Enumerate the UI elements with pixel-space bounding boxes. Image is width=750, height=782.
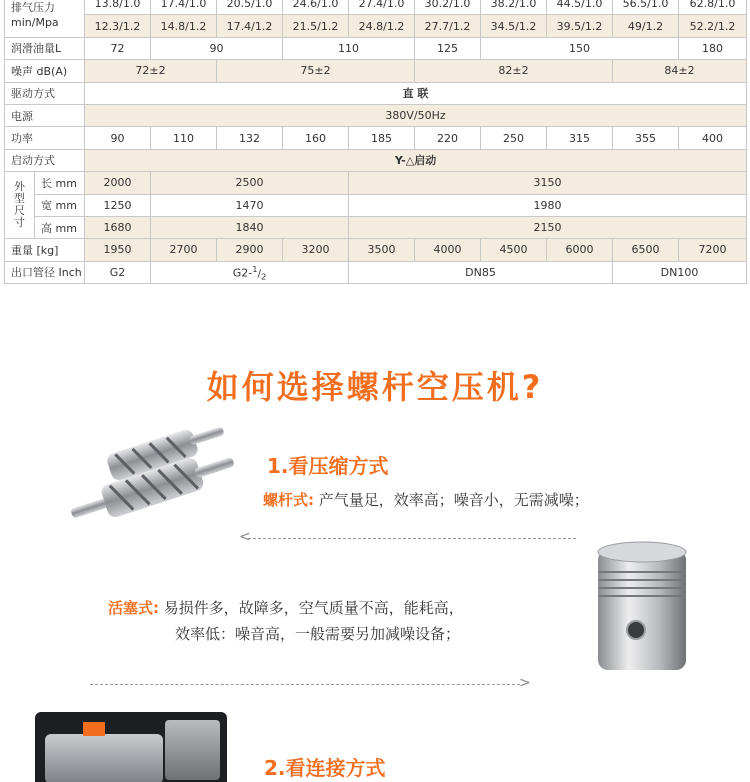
discharge-row-a (5, 0, 747, 15)
cell: 2500 (151, 172, 349, 194)
cell: 1840 (151, 216, 349, 238)
cell: 220 (415, 127, 481, 149)
oil-label: 润滑油量L (5, 37, 85, 59)
cell: 7200 (679, 239, 747, 261)
drive-label: 驱动方式 (5, 82, 85, 104)
drive-row (5, 82, 747, 104)
cell: 6500 (613, 239, 679, 261)
cell: 72 (85, 37, 151, 59)
width-row (5, 194, 747, 216)
cell: 2150 (349, 216, 747, 238)
cell: 185 (349, 127, 415, 149)
piston-description-line1: 活塞式: 易损件多，故障多，空气质量不高，能耗高， (108, 599, 464, 617)
discharge-label: 排气压力 min/Mpa (5, 0, 85, 37)
dimensions-label: 外 型 尺 寸 (5, 172, 35, 239)
cell: 355 (613, 127, 679, 149)
cell: 52.2/1.2 (679, 15, 747, 37)
height-row (5, 216, 747, 238)
cell: 180 (679, 37, 747, 59)
cell: 72±2 (85, 60, 217, 82)
divider-line (90, 684, 520, 685)
height-label: 高 mm (35, 216, 85, 238)
cell: 4500 (481, 239, 547, 261)
cell: 20.5/1.0 (217, 0, 283, 15)
cell: 44.5/1.0 (547, 0, 613, 15)
cell: 6000 (547, 239, 613, 261)
cell: 3150 (349, 172, 747, 194)
cell: 直 联 (85, 82, 747, 104)
power-source-row (5, 104, 747, 126)
cell: Y-△启动 (85, 149, 747, 171)
cell: 90 (85, 127, 151, 149)
guide-headline: 如何选择螺杆空压机? (206, 368, 544, 406)
noise-label: 噪声 dB(A) (5, 60, 85, 82)
arrow-left-icon: < (239, 529, 251, 545)
length-label: 长 mm (35, 172, 85, 194)
cell: 39.5/1.2 (547, 15, 613, 37)
power-label: 功率 (5, 127, 85, 149)
cell: 250 (481, 127, 547, 149)
cell: 1980 (349, 194, 747, 216)
cell: 24.6/1.0 (283, 0, 349, 15)
cell: 4000 (415, 239, 481, 261)
weight-label: 重量 [kg] (5, 239, 85, 261)
cell: 27.4/1.0 (349, 0, 415, 15)
cell: 30.2/1.0 (415, 0, 481, 15)
cell: 3500 (349, 239, 415, 261)
cell: 110 (151, 127, 217, 149)
cell: 49/1.2 (613, 15, 679, 37)
cell: 400 (679, 127, 747, 149)
cell: DN100 (613, 261, 747, 283)
noise-row (5, 60, 747, 82)
cell: 17.4/1.0 (151, 0, 217, 15)
cell: 1250 (85, 194, 151, 216)
cell: 90 (151, 37, 283, 59)
cell: 3200 (283, 239, 349, 261)
cell: 38.2/1.0 (481, 0, 547, 15)
cell: 315 (547, 127, 613, 149)
cell: 1470 (151, 194, 349, 216)
cell: 24.8/1.2 (349, 15, 415, 37)
screw-rotor-image (55, 425, 245, 525)
cell: 13.8/1.0 (85, 0, 151, 15)
cell: 12.3/1.2 (85, 15, 151, 37)
screw-description: 螺杆式: 产气量足，效率高；噪音小，无需减噪； (263, 491, 589, 509)
cell: 2700 (151, 239, 217, 261)
cell: 56.5/1.0 (613, 0, 679, 15)
cell: 17.4/1.2 (217, 15, 283, 37)
cell: 110 (283, 37, 415, 59)
weight-row (5, 239, 747, 261)
motor-image (35, 712, 227, 782)
cell: 62.8/1.0 (679, 0, 747, 15)
cell: 34.5/1.2 (481, 15, 547, 37)
arrow-right-icon: > (519, 675, 531, 691)
width-label: 宽 mm (35, 194, 85, 216)
cell: 132 (217, 127, 283, 149)
outlet-label: 出口管径 Inch (5, 261, 85, 283)
divider-line (248, 538, 576, 539)
cell: 150 (481, 37, 679, 59)
discharge-row-b (5, 15, 747, 37)
cell: 84±2 (613, 60, 747, 82)
power-row (5, 127, 747, 149)
section1-title: 1.看压缩方式 (267, 454, 389, 478)
cell: 2000 (85, 172, 151, 194)
cell: 1950 (85, 239, 151, 261)
cell: 27.7/1.2 (415, 15, 481, 37)
cell: 160 (283, 127, 349, 149)
cell: 125 (415, 37, 481, 59)
cell: 14.8/1.2 (151, 15, 217, 37)
piston-description-line2: 效率低：噪音高，一般需要另加减噪设备； (175, 625, 461, 643)
cell: 380V/50Hz (85, 104, 747, 126)
oil-row (5, 37, 747, 59)
length-row (5, 172, 747, 194)
start-label: 启动方式 (5, 149, 85, 171)
cell: G2 (85, 261, 151, 283)
section2-title: 2.看连接方式 (264, 756, 386, 780)
cell: 2900 (217, 239, 283, 261)
outlet-row (5, 261, 747, 283)
cell: 1680 (85, 216, 151, 238)
outlet-cell-fraction: $G2-^1/_2$ (151, 261, 349, 283)
spec-table (4, 0, 747, 284)
cell: 82±2 (415, 60, 613, 82)
piston-image (592, 538, 692, 678)
cell: 75±2 (217, 60, 415, 82)
cell: 21.5/1.2 (283, 15, 349, 37)
power-source-label: 电源 (5, 104, 85, 126)
start-row (5, 149, 747, 171)
cell: DN85 (349, 261, 613, 283)
